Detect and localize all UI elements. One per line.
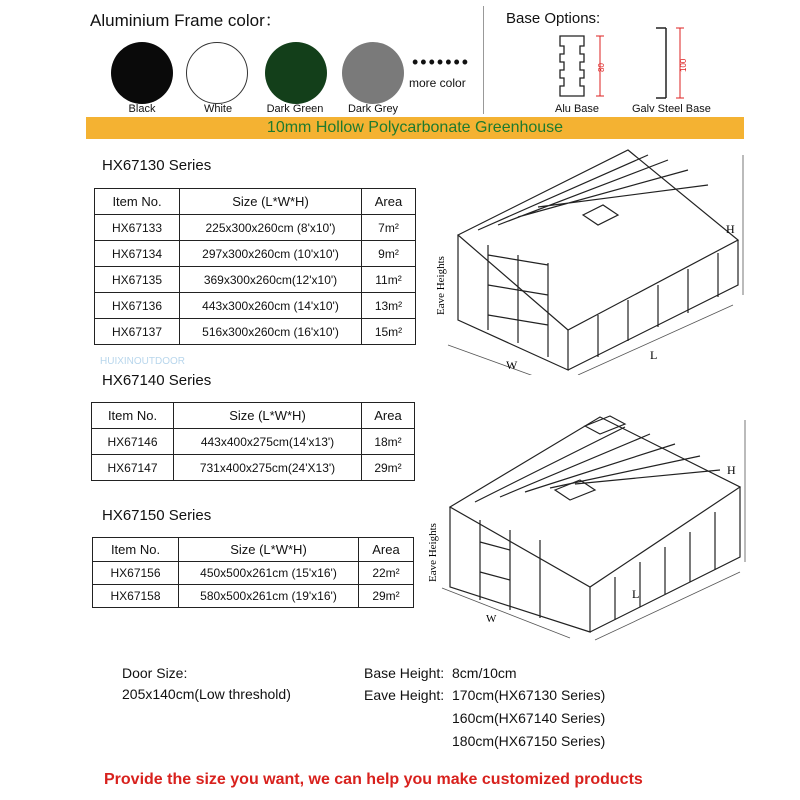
swatch-label-dark-grey: Dark Grey [347,103,399,115]
steel-base-label: Galv Steel Base [632,103,711,115]
spec-table-1 [94,188,416,345]
col-header: Area [362,403,415,429]
series-title-3: HX67150 Series [102,507,212,524]
cell: 731x400x275cm(24'X13') [174,455,362,481]
swatch-dark-green[interactable] [265,42,327,104]
swatch-dark-grey[interactable] [342,42,404,104]
cell: 450x500x261cm (15'x16') [179,562,359,585]
eave-height-label: Eave Height: [364,687,445,703]
cell: 29m² [362,455,415,481]
eave-height-value-1: 170cm(HX67130 Series) [452,687,606,703]
table-row [95,215,416,241]
table-row [92,429,415,455]
base-height-value: 8cm/10cm [452,665,517,681]
cell: 15m² [362,319,416,345]
cell: HX67133 [95,215,180,241]
col-header: Size (L*W*H) [179,538,359,562]
col-header: Size (L*W*H) [174,403,362,429]
cell: 516x300x260cm (16'x10') [180,319,362,345]
door-size-label: Door Size: [122,665,188,681]
series-title-1: HX67130 Series [102,157,212,174]
cell: 580x500x261cm (19'x16') [179,585,359,608]
diagram-label-w: W [506,358,518,372]
watermark: HUIXINOUTDOOR [100,356,185,367]
col-header: Item No. [93,538,179,562]
swatch-label-black: Black [128,103,156,115]
cell: HX67135 [95,267,180,293]
cell: HX67146 [92,429,174,455]
col-header: Area [359,538,414,562]
cell: 369x300x260cm(12'x10') [180,267,362,293]
diagram-label-w-2: W [486,613,497,625]
spec-table-3 [92,537,414,608]
cell: HX67147 [92,455,174,481]
frame-color-title: Aluminium Frame color： [90,11,282,30]
table-header-row [95,189,416,215]
spec-table-2 [91,402,415,481]
base-height-label: Base Height: [364,665,445,681]
table-row [95,241,416,267]
cell: 7m² [362,215,416,241]
cell: HX67136 [95,293,180,319]
section-divider [483,6,484,114]
diagram-label-h: H [726,222,735,236]
table-row [95,267,416,293]
cell: 297x300x260cm (10'x10') [180,241,362,267]
cell: HX67137 [95,319,180,345]
cell: HX67134 [95,241,180,267]
cell: 443x300x260cm (14'x10') [180,293,362,319]
swatch-label-white: White [203,103,233,115]
cell: 22m² [359,562,414,585]
alu-base-label: Alu Base [555,103,600,115]
product-banner: 10mm Hollow Polycarbonate Greenhouse [86,117,744,139]
col-header: Item No. [92,403,174,429]
alu-base-profile-icon [548,34,618,102]
col-header: Item No. [95,189,180,215]
cell: HX67156 [93,562,179,585]
swatch-white[interactable] [186,42,248,104]
col-header: Size (L*W*H) [180,189,362,215]
cell: HX67158 [93,585,179,608]
diagram-label-l-2: L [632,587,640,601]
cell: 9m² [362,241,416,267]
alu-base-dim: 80 [597,63,606,72]
swatch-label-dark-green: Dark Green [266,103,324,115]
steel-base-profile-icon [650,24,700,102]
eave-height-value-3: 180cm(HX67150 Series) [452,733,606,749]
customization-cta: Provide the size you want, we can help you make customized products [104,771,643,788]
table-row [93,562,414,585]
diagram-label-l: L [650,348,658,362]
greenhouse-diagram-1 [428,145,758,375]
cell: 225x300x260cm (8'x10') [180,215,362,241]
steel-base-dim: 100 [679,58,688,72]
greenhouse-diagram-2 [420,412,760,642]
cell: 11m² [362,267,416,293]
series-title-2: HX67140 Series [102,372,212,389]
diagram-label-eave-2: Eave Heights [427,523,439,582]
table-row [95,319,416,345]
cell: 13m² [362,293,416,319]
cell: 18m² [362,429,415,455]
more-color-label: more color [409,76,466,90]
table-header-row [93,538,414,562]
col-header: Area [362,189,416,215]
diagram-label-eave: Eave Heights [435,256,447,315]
table-row [92,455,415,481]
eave-height-value-2: 160cm(HX67140 Series) [452,710,606,726]
table-row [93,585,414,608]
table-row [95,293,416,319]
diagram-label-h-2: H [727,463,736,477]
swatch-black[interactable] [111,42,173,104]
cell: 29m² [359,585,414,608]
table-header-row [92,403,415,429]
cell: 443x400x275cm(14'x13') [174,429,362,455]
base-options-title: Base Options: [506,10,601,27]
more-color-dots: ••••••• [412,52,471,72]
door-size-value: 205x140cm(Low threshold) [122,686,291,702]
